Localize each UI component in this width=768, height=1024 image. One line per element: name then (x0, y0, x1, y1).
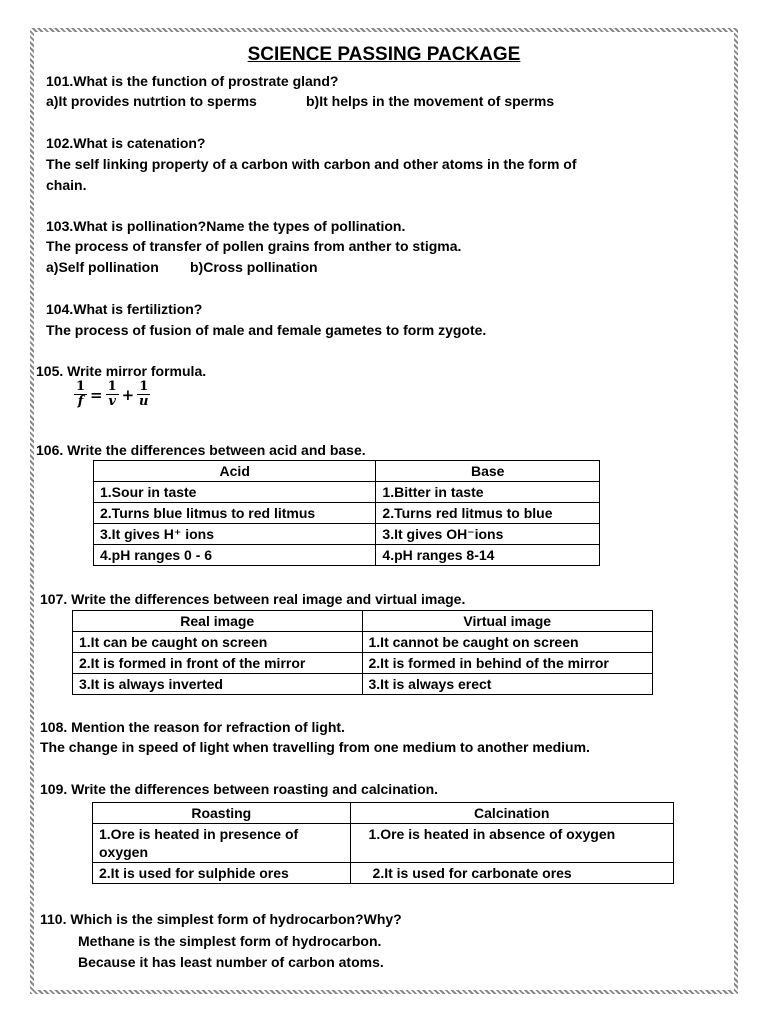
table-cell: 3.It gives H⁺ ions (94, 524, 376, 545)
table-row (93, 863, 674, 884)
page-title: SCIENCE PASSING PACKAGE (247, 44, 521, 65)
table-header-row (73, 611, 653, 632)
q105-question: 105. Write mirror formula. (36, 363, 207, 379)
table-header: Virtual image (362, 611, 653, 632)
table-row (94, 545, 600, 566)
table-cell: 1.Sour in taste (94, 482, 376, 503)
table-row (94, 503, 600, 524)
table-row (73, 674, 653, 695)
table-row (73, 632, 653, 653)
q101-option-a: a)It provides nutrtion to sperms (46, 93, 257, 109)
mirror-formula (74, 380, 150, 409)
table-cell: 1.It can be caught on screen (73, 632, 363, 653)
table-cell: 3.It gives OH⁻ions (376, 524, 600, 545)
q108-answer: The change in speed of light when travelling from one medium to another medium. (40, 739, 590, 755)
q110-question: 110. Which is the simplest form of hydrocarbon?Why? (40, 911, 402, 927)
table-row (93, 824, 674, 863)
q101-question: 101.What is the function of prostrate gland? (46, 73, 339, 89)
roasting-calcination-table (92, 802, 674, 884)
table-cell: 2.Turns blue litmus to red litmus (94, 503, 376, 524)
table-header-row (93, 803, 674, 824)
table-cell: 2.It is used for carbonate ores (350, 863, 673, 884)
table-cell: 2.It is formed in behind of the mirror (362, 653, 653, 674)
table-cell: 4.pH ranges 0 - 6 (94, 545, 376, 566)
plus-sign: + (121, 385, 135, 404)
q103-answer: The process of transfer of pollen grains from anther to stigma. (46, 238, 462, 254)
fraction-1-over-v: $\frac{1}{v}$ (107, 379, 117, 409)
real-virtual-image-table (72, 610, 653, 695)
q104-question: 104.What is fertiliztion? (46, 301, 203, 317)
table-cell: 1.Ore is heated in presence of oxygen (93, 824, 351, 863)
q102-question: 102.What is catenation? (46, 135, 206, 151)
q104-answer: The process of fusion of male and female gametes to form zygote. (46, 322, 487, 338)
equals-sign: = (90, 385, 103, 404)
table-cell: 3.It is always erect (362, 674, 653, 695)
table-cell: 2.Turns red litmus to blue (376, 503, 600, 524)
table-header: Acid (94, 461, 376, 482)
table-header: Calcination (350, 803, 673, 824)
table-cell: 2.It is used for sulphide ores (93, 863, 351, 884)
q110-answer-line1: Methane is the simplest form of hydrocarbon. (78, 933, 382, 949)
q108-question: 108. Mention the reason for refraction of light. (40, 719, 345, 735)
table-row (94, 482, 600, 503)
q103-question: 103.What is pollination?Name the types of pollination. (46, 218, 406, 234)
acid-base-table (93, 460, 600, 566)
table-row (73, 653, 653, 674)
table-cell: 3.It is always inverted (73, 674, 363, 695)
table-header: Roasting (93, 803, 351, 824)
table-header-row (94, 461, 600, 482)
table-cell: 1.It cannot be caught on screen (362, 632, 653, 653)
q109-question: 109. Write the differences between roasting and calcination. (40, 781, 439, 797)
table-header: Real image (73, 611, 363, 632)
table-cell: 1.Bitter in taste (376, 482, 600, 503)
table-cell: 4.pH ranges 8-14 (376, 545, 600, 566)
q101-option-b: b)It helps in the movement of sperms (306, 93, 555, 109)
q106-question: 106. Write the differences between acid and base. (36, 442, 366, 458)
q103-option-b: b)Cross pollination (190, 259, 318, 275)
fraction-1-over-f: $\frac{1}{f}$ (76, 379, 86, 409)
table-cell: 1.Ore is heated in absence of oxygen (350, 824, 673, 863)
table-header: Base (376, 461, 600, 482)
q110-answer-line2: Because it has least number of carbon atoms. (78, 954, 384, 970)
table-cell: 2.It is formed in front of the mirror (73, 653, 363, 674)
table-row (94, 524, 600, 545)
q103-option-a: a)Self pollination (46, 259, 159, 275)
fraction-1-over-u: $\frac{1}{u}$ (139, 379, 149, 409)
q107-question: 107. Write the differences between real image and virtual image. (40, 591, 466, 607)
q102-answer-line2: chain. (46, 177, 87, 193)
q102-answer-line1: The self linking property of a carbon with carbon and other atoms in the form of (46, 156, 577, 172)
